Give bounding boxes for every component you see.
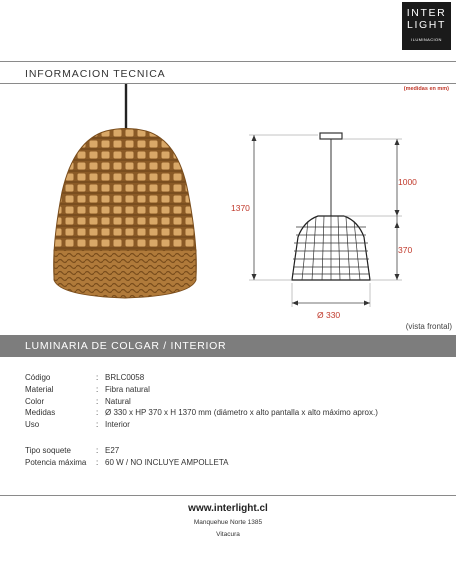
spec-label: Uso — [25, 420, 40, 430]
footer-divider — [0, 495, 456, 496]
spec-label: Potencia máxima — [25, 457, 87, 467]
spec-label: Color — [25, 396, 45, 406]
section-title: INFORMACION TECNICA — [25, 68, 166, 80]
spec-value: Fibra natural — [105, 384, 150, 394]
spec-value: 60 W / NO INCLUYE AMPOLLETA — [105, 457, 229, 467]
spec-label: Tipo soquete — [25, 445, 71, 455]
label-diameter: Ø 330 — [317, 310, 341, 320]
dim-diameter — [292, 283, 370, 307]
brand-logo — [402, 2, 451, 50]
logo-line-3: ILUMINACION — [411, 37, 442, 42]
label-shade-height: 370 — [398, 245, 413, 255]
spec-colon: : — [96, 384, 99, 394]
technical-drawing — [230, 125, 430, 325]
top-divider — [0, 61, 456, 62]
spec-value: BRLC0058 — [105, 373, 145, 382]
spec-label: Material — [25, 384, 54, 394]
store-city: Vitacura — [216, 531, 240, 538]
drawing-canopy — [320, 133, 342, 139]
spec-value: E27 — [105, 445, 120, 455]
spec-colon: : — [96, 420, 99, 430]
spec-colon: : — [96, 396, 99, 406]
website-link[interactable]: www.interlight.cl — [188, 503, 268, 514]
store-address: Manquehue Norte 1385 — [193, 519, 263, 526]
label-cable-length: 1000 — [398, 177, 417, 187]
category-title: LUMINARIA DE COLGAR / INTERIOR — [25, 340, 227, 352]
spec-value: Ø 330 x HP 370 x H 1370 mm (diámetro x alto pantalla x alto máximo aprox.) — [105, 408, 378, 418]
spec-colon: : — [96, 373, 99, 382]
spec-value: Natural — [105, 396, 131, 406]
product-photo — [40, 84, 210, 314]
dim-cable-length — [342, 139, 402, 216]
basket-band — [54, 250, 196, 298]
spec-label: Código — [25, 373, 51, 382]
spec-colon: : — [96, 445, 99, 455]
category-band — [0, 335, 456, 357]
spec-colon: : — [96, 408, 99, 418]
spec-colon: : — [96, 457, 99, 467]
drawing-shade — [292, 216, 370, 280]
view-note: (vista frontal) — [405, 322, 452, 331]
label-total-height: 1370 — [231, 203, 250, 213]
logo-line-1: INTER — [406, 7, 447, 19]
spec-label: Medidas — [25, 408, 56, 418]
units-note: (medidas en mm) — [403, 86, 449, 92]
spec-value: Interior — [105, 420, 130, 430]
logo-line-2: LIGHT — [407, 19, 446, 31]
